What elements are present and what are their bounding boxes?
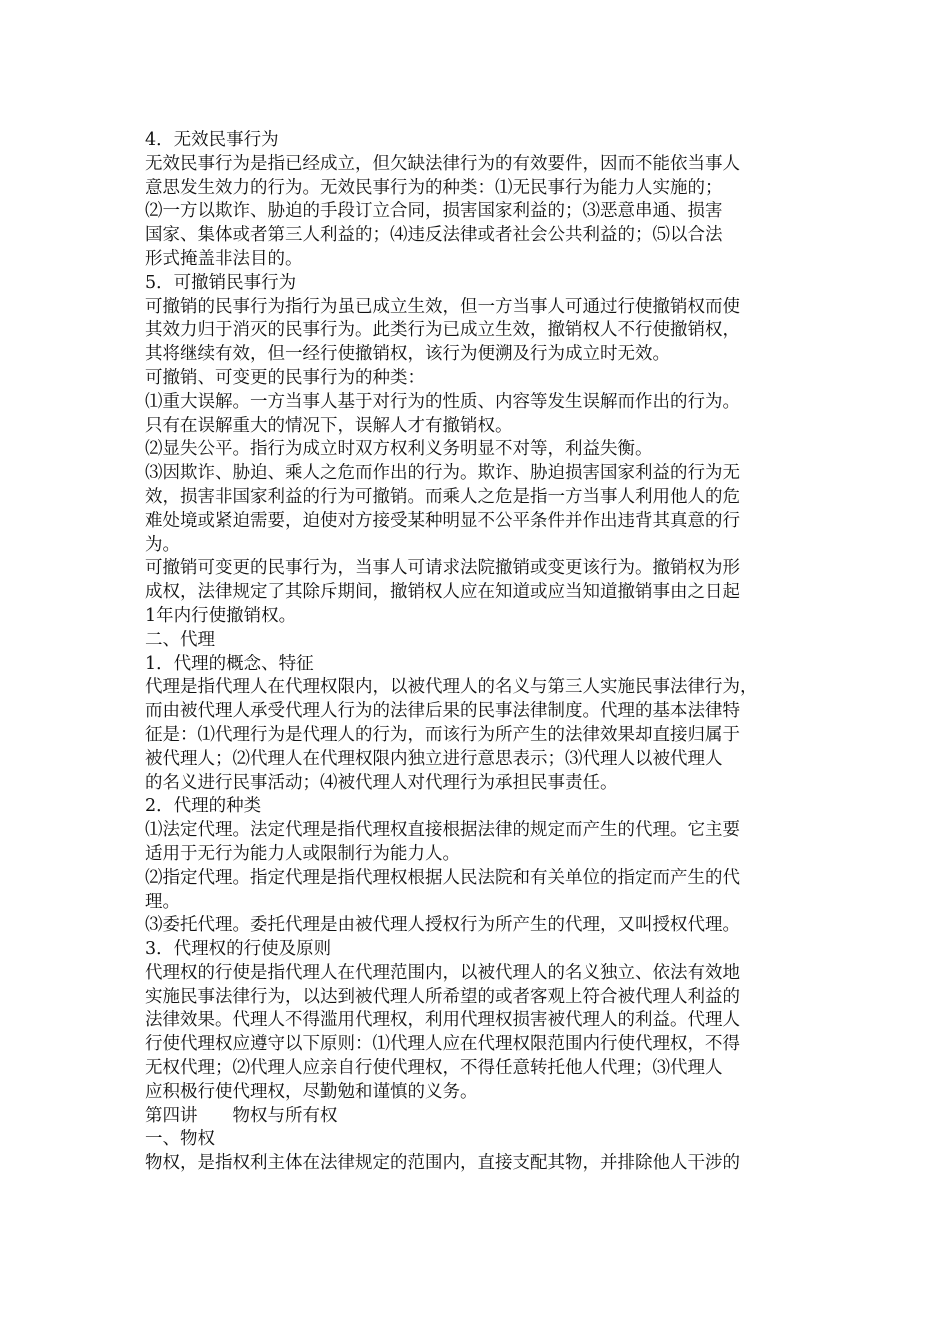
heading-revocable-civil-act: 5．可撤销民事行为 [145,272,297,293]
heading-invalid-civil-act: 4．无效民事行为 [145,130,279,150]
paragraph-line: 其将继续有效，但一经行使撤销权，该行为便溯及行为成立时无效。 [145,344,670,365]
lecture-heading: 第四讲 物权与所有权 [145,1105,338,1126]
paragraph-line: ⑶委托代理。委托代理是由被代理人授权行为所产生的代理，又叫授权代理。 [145,915,740,936]
heading-agency-concept: 1．代理的概念、特征 [145,653,314,674]
paragraph-line: ⑵指定代理。指定代理是指代理权根据人民法院和有关单位的指定而产生的代 [145,867,740,888]
paragraph-line: 为。 [145,534,180,555]
heading-agency-exercise: 3．代理权的行使及原则 [145,939,332,960]
paragraph-line: ⑵一方以欺诈、胁迫的手段订立合同，损害国家利益的；⑶恶意串通、损害 [145,201,723,222]
paragraph-line: 国家、集体或者第三人利益的；⑷违反法律或者社会公共利益的；⑸以合法 [145,225,723,246]
paragraph-line: 1年内行使撤销权。 [145,605,297,626]
paragraph-line: 可撤销、可变更的民事行为的种类： [145,367,425,388]
paragraph-line: 征是：⑴代理行为是代理人的行为，而该行为所产生的法律效果却直接归属于 [145,724,740,745]
paragraph-line: 成权，法律规定了其除斥期间，撤销权人应在知道或应当知道撤销事由之日起 [145,582,740,603]
paragraph-line: 无权代理；⑵代理人应亲自行使代理权，不得任意转托他人代理；⑶代理人 [145,1058,723,1079]
section-heading-property-right: 一、物权 [145,1129,215,1150]
paragraph-line: 代理是指代理人在代理权限内，以被代理人的名义与第三人实施民事法律行为， [145,677,758,698]
paragraph-line: 而由被代理人承受代理人行为的法律后果的民事法律制度。代理的基本法律特 [145,701,740,722]
paragraph-line: ⑵显失公平。指行为成立时双方权利义务明显不对等，利益失衡。 [145,439,653,460]
paragraph-line: 适用于无行为能力人或限制行为能力人。 [145,843,460,864]
paragraph-line: 其效力归于消灭的民事行为。此类行为已成立生效，撤销权人不行使撤销权， [145,320,740,341]
paragraph-line: 理。 [145,891,180,912]
paragraph-line: 可撤销可变更的民事行为，当事人可请求法院撤销或变更该行为。撤销权为形 [145,558,740,579]
paragraph-line: 被代理人；⑵代理人在代理权限内独立进行意思表示；⑶代理人以被代理人 [145,748,723,769]
paragraph-line: 代理权的行使是指代理人在代理范围内，以被代理人的名义独立、依法有效地 [145,962,740,983]
paragraph-line: ⑴重大误解。一方当事人基于对行为的性质、内容等发生误解而作出的行为。 [145,391,740,412]
paragraph-line: 意思发生效力的行为。无效民事行为的种类：⑴无民事行为能力人实施的； [145,177,723,198]
paragraph-line: 实施民事法律行为，以达到被代理人所希望的或者客观上符合被代理人利益的 [145,986,740,1007]
paragraph-line: 物权，是指权利主体在法律规定的范围内，直接支配其物，并排除他人干涉的 [145,1153,740,1174]
paragraph-line: 的名义进行民事活动；⑷被代理人对代理行为承担民事责任。 [145,772,618,793]
heading-agency-types: 2．代理的种类 [145,796,262,817]
paragraph-line: 无效民事行为是指已经成立，但欠缺法律行为的有效要件，因而不能依当事人 [145,153,740,174]
paragraph-line: 应积极行使代理权，尽勤勉和谨慎的义务。 [145,1081,478,1102]
paragraph-line: 形式掩盖非法目的。 [145,248,303,269]
paragraph-line: 效，损害非国家利益的行为可撤销。而乘人之危是指一方当事人利用他人的危 [145,486,740,507]
section-heading-agency: 二、代理 [145,629,215,650]
paragraph-line: ⑴法定代理。法定代理是指代理权直接根据法律的规定而产生的代理。它主要 [145,820,740,841]
paragraph-line: 难处境或紧迫需要，迫使对方接受某种明显不公平条件并作出违背其真意的行 [145,510,740,531]
document-body [145,129,817,1176]
paragraph-line: ⑶因欺诈、胁迫、乘人之危而作出的行为。欺诈、胁迫损害国家利益的行为无 [145,463,740,484]
paragraph-line: 可撤销的民事行为指行为虽已成立生效，但一方当事人可通过行使撤销权而使 [145,296,740,317]
paragraph-line: 只有在误解重大的情况下，误解人才有撤销权。 [145,415,513,436]
paragraph-line: 行使代理权应遵守以下原则：⑴代理人应在代理权限范围内行使代理权，不得 [145,1034,740,1055]
paragraph-line: 法律效果。代理人不得滥用代理权，利用代理权损害被代理人的利益。代理人 [145,1010,740,1031]
